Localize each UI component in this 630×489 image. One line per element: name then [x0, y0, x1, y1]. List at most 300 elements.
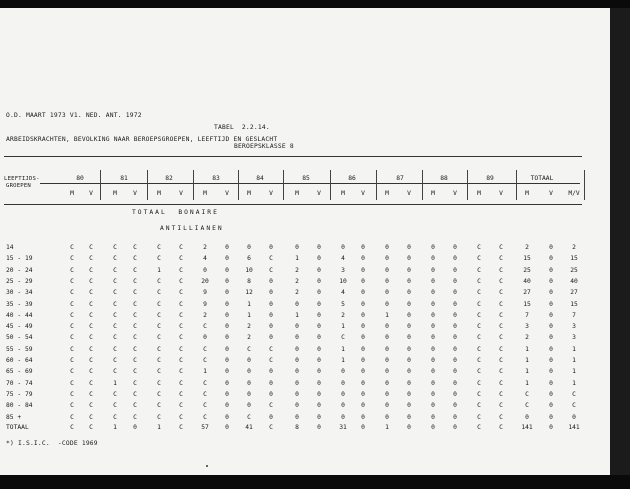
- table-cell: C: [70, 255, 74, 262]
- table-cell: 0: [385, 323, 389, 330]
- table-cell: 0: [407, 391, 411, 398]
- group-header-87: 87: [396, 175, 404, 182]
- sex-header: V: [89, 190, 93, 197]
- table-cell: 1: [247, 312, 251, 319]
- table-cell: C: [499, 334, 503, 341]
- table-cell: C: [157, 380, 161, 387]
- table-cell: 2: [525, 244, 529, 251]
- table-cell: 0: [269, 391, 273, 398]
- table-cell: 15: [523, 255, 531, 262]
- row-label: 20 - 24: [6, 267, 33, 274]
- table-cell: 1: [341, 323, 345, 330]
- table-cell: 1: [385, 312, 389, 319]
- table-cell: 12: [245, 289, 253, 296]
- sex-header: M/V: [568, 190, 580, 197]
- table-cell: 0: [407, 346, 411, 353]
- table-cell: 3: [572, 323, 576, 330]
- header-bottom-rule: [4, 204, 582, 205]
- table-cell: C: [113, 391, 117, 398]
- total-cell: 0: [407, 424, 411, 431]
- table-cell: 0: [385, 255, 389, 262]
- table-cell: 10: [245, 267, 253, 274]
- table-cell: 1: [203, 368, 207, 375]
- table-cell: C: [113, 244, 117, 251]
- table-cell: C: [133, 312, 137, 319]
- table-cell: C: [113, 414, 117, 421]
- table-cell: 0: [247, 402, 251, 409]
- table-cell: 0: [431, 414, 435, 421]
- table-cell: C: [89, 255, 93, 262]
- table-cell: C: [499, 357, 503, 364]
- table-cell: C: [341, 334, 345, 341]
- table-cell: 0: [247, 244, 251, 251]
- table-cell: 0: [385, 402, 389, 409]
- table-cell: 0: [295, 402, 299, 409]
- table-cell: 0: [317, 301, 321, 308]
- table-cell: C: [89, 346, 93, 353]
- table-cell: 0: [549, 346, 553, 353]
- column-separator: [147, 170, 148, 200]
- table-cell: 1: [572, 357, 576, 364]
- table-cell: 0: [341, 244, 345, 251]
- group-header-83: 83: [212, 175, 220, 182]
- table-cell: C: [157, 289, 161, 296]
- table-cell: C: [499, 255, 503, 262]
- table-cell: C: [113, 278, 117, 285]
- row-label: 30 - 34: [6, 289, 33, 296]
- sex-header: V: [317, 190, 321, 197]
- sex-header: V: [407, 190, 411, 197]
- table-cell: C: [157, 334, 161, 341]
- table-cell: 0: [317, 267, 321, 274]
- table-number: TABEL 2.2.14.: [214, 124, 270, 131]
- table-cell: C: [572, 391, 576, 398]
- table-subtitle: BEROEPSKLASSE 8: [234, 143, 294, 150]
- table-cell: C: [269, 402, 273, 409]
- table-cell: C: [477, 255, 481, 262]
- table-cell: 0: [361, 323, 365, 330]
- table-cell: 0: [407, 334, 411, 341]
- sex-header: V: [133, 190, 137, 197]
- table-cell: C: [477, 244, 481, 251]
- table-cell: 0: [317, 391, 321, 398]
- header-mid-rule: [40, 183, 580, 184]
- table-cell: 4: [341, 255, 345, 262]
- table-cell: 0: [453, 244, 457, 251]
- table-cell: C: [157, 255, 161, 262]
- table-cell: C: [133, 357, 137, 364]
- table-cell: 0: [385, 244, 389, 251]
- row-label: 75 - 79: [6, 391, 33, 398]
- table-cell: C: [113, 323, 117, 330]
- table-cell: 0: [247, 357, 251, 364]
- table-cell: 0: [549, 267, 553, 274]
- table-cell: C: [70, 267, 74, 274]
- table-cell: 0: [453, 391, 457, 398]
- table-cell: 0: [431, 380, 435, 387]
- table-cell: 0: [203, 334, 207, 341]
- total-cell: 1: [385, 424, 389, 431]
- table-title: ARBEIDSKRACHTEN, BEVOLKING NAAR BEROEPSGROEPEN, LEEFTIJD EN GESLACHT: [6, 136, 278, 143]
- column-separator: [516, 170, 517, 200]
- table-cell: 0: [453, 334, 457, 341]
- table-cell: 0: [269, 301, 273, 308]
- table-cell: 0: [225, 402, 229, 409]
- table-cell: C: [113, 334, 117, 341]
- total-cell: 8: [295, 424, 299, 431]
- table-cell: C: [179, 402, 183, 409]
- table-cell: C: [477, 368, 481, 375]
- table-cell: C: [133, 391, 137, 398]
- table-cell: 0: [549, 391, 553, 398]
- table-cell: C: [89, 391, 93, 398]
- total-cell: 41: [245, 424, 253, 431]
- table-cell: 0: [361, 312, 365, 319]
- table-cell: 0: [317, 244, 321, 251]
- table-cell: 0: [269, 368, 273, 375]
- total-cell: 1: [157, 424, 161, 431]
- table-cell: 0: [269, 334, 273, 341]
- table-cell: 0: [407, 402, 411, 409]
- table-cell: 1: [113, 380, 117, 387]
- table-cell: 0: [361, 368, 365, 375]
- table-cell: 0: [361, 357, 365, 364]
- table-cell: C: [113, 402, 117, 409]
- table-cell: 4: [341, 289, 345, 296]
- table-cell: 0: [453, 278, 457, 285]
- table-cell: 0: [453, 380, 457, 387]
- table-cell: 0: [453, 289, 457, 296]
- table-cell: 0: [385, 346, 389, 353]
- table-cell: 0: [549, 323, 553, 330]
- table-cell: 0: [341, 368, 345, 375]
- table-cell: 0: [341, 402, 345, 409]
- sex-header: V: [361, 190, 365, 197]
- table-cell: C: [477, 323, 481, 330]
- table-cell: 0: [225, 312, 229, 319]
- table-cell: C: [113, 289, 117, 296]
- table-cell: 0: [549, 312, 553, 319]
- table-cell: 0: [225, 368, 229, 375]
- table-cell: C: [499, 323, 503, 330]
- table-cell: C: [89, 278, 93, 285]
- table-cell: C: [179, 244, 183, 251]
- table-cell: C: [203, 391, 207, 398]
- table-cell: 1: [572, 346, 576, 353]
- table-cell: 0: [549, 414, 553, 421]
- table-cell: C: [179, 368, 183, 375]
- table-cell: 0: [317, 368, 321, 375]
- table-cell: 0: [431, 301, 435, 308]
- table-cell: 1: [247, 301, 251, 308]
- table-cell: C: [113, 255, 117, 262]
- table-cell: C: [179, 267, 183, 274]
- table-cell: C: [179, 414, 183, 421]
- table-cell: C: [89, 380, 93, 387]
- row-label: 85 +: [6, 414, 22, 421]
- table-cell: C: [525, 391, 529, 398]
- table-cell: C: [179, 357, 183, 364]
- table-cell: C: [70, 334, 74, 341]
- table-cell: C: [477, 278, 481, 285]
- table-cell: 0: [225, 334, 229, 341]
- sex-header: V: [549, 190, 553, 197]
- row-label: 55 - 59: [6, 346, 33, 353]
- total-cell: C: [477, 424, 481, 431]
- total-cell: 0: [317, 424, 321, 431]
- table-cell: 0: [225, 255, 229, 262]
- table-cell: 1: [525, 357, 529, 364]
- total-cell: 0: [133, 424, 137, 431]
- table-cell: 0: [225, 357, 229, 364]
- total-cell: 0: [361, 424, 365, 431]
- table-cell: C: [247, 414, 251, 421]
- table-cell: 0: [385, 267, 389, 274]
- table-cell: 0: [225, 323, 229, 330]
- table-cell: C: [133, 334, 137, 341]
- sex-header: M: [203, 190, 207, 197]
- table-cell: C: [157, 301, 161, 308]
- table-cell: C: [70, 278, 74, 285]
- table-cell: 0: [247, 368, 251, 375]
- table-cell: 27: [523, 289, 531, 296]
- table-cell: 0: [407, 357, 411, 364]
- total-cell: C: [179, 424, 183, 431]
- table-cell: 0: [317, 323, 321, 330]
- table-cell: 0: [407, 244, 411, 251]
- table-cell: 0: [269, 278, 273, 285]
- table-cell: C: [499, 368, 503, 375]
- table-cell: 25: [523, 267, 531, 274]
- table-cell: C: [203, 346, 207, 353]
- page-speck: [206, 465, 208, 467]
- table-cell: C: [70, 244, 74, 251]
- table-cell: 0: [361, 391, 365, 398]
- table-cell: 0: [407, 267, 411, 274]
- group-header-81: 81: [120, 175, 128, 182]
- table-cell: C: [499, 380, 503, 387]
- total-cell: C: [89, 424, 93, 431]
- table-cell: C: [499, 346, 503, 353]
- table-cell: C: [89, 301, 93, 308]
- table-cell: 0: [572, 414, 576, 421]
- table-cell: C: [269, 267, 273, 274]
- table-cell: 0: [431, 255, 435, 262]
- table-cell: C: [133, 289, 137, 296]
- row-label: 45 - 49: [6, 323, 33, 330]
- table-cell: 2: [525, 334, 529, 341]
- sex-header: M: [70, 190, 74, 197]
- table-cell: 0: [549, 301, 553, 308]
- table-cell: 0: [385, 289, 389, 296]
- table-cell: 0: [431, 323, 435, 330]
- total-cell: 0: [453, 424, 457, 431]
- row-label: 80 - 84: [6, 402, 33, 409]
- table-cell: C: [133, 414, 137, 421]
- table-cell: C: [247, 346, 251, 353]
- row-label: 70 - 74: [6, 380, 33, 387]
- row-label: 65 - 69: [6, 368, 33, 375]
- table-cell: 0: [431, 391, 435, 398]
- table-cell: C: [70, 402, 74, 409]
- table-cell: 0: [295, 368, 299, 375]
- table-cell: 1: [525, 380, 529, 387]
- table-cell: 4: [203, 255, 207, 262]
- table-cell: 15: [570, 255, 578, 262]
- group-header-85: 85: [302, 175, 310, 182]
- table-cell: C: [133, 267, 137, 274]
- table-cell: 2: [203, 312, 207, 319]
- table-cell: 20: [201, 278, 209, 285]
- table-cell: C: [179, 346, 183, 353]
- table-cell: 0: [361, 289, 365, 296]
- table-cell: C: [203, 323, 207, 330]
- row-label: 35 - 39: [6, 301, 33, 308]
- table-cell: 0: [247, 380, 251, 387]
- table-cell: C: [477, 414, 481, 421]
- table-cell: 0: [225, 346, 229, 353]
- table-cell: 1: [572, 368, 576, 375]
- table-cell: 0: [295, 334, 299, 341]
- table-cell: 8: [247, 278, 251, 285]
- table-cell: 0: [385, 414, 389, 421]
- table-cell: 0: [317, 289, 321, 296]
- table-cell: 0: [295, 346, 299, 353]
- table-cell: C: [133, 346, 137, 353]
- table-cell: C: [477, 346, 481, 353]
- table-cell: 0: [385, 368, 389, 375]
- sex-header: V: [225, 190, 229, 197]
- table-cell: C: [133, 380, 137, 387]
- table-cell: 0: [549, 402, 553, 409]
- table-cell: 0: [453, 414, 457, 421]
- table-cell: C: [157, 278, 161, 285]
- table-cell: 0: [317, 380, 321, 387]
- table-cell: C: [157, 346, 161, 353]
- table-cell: 0: [225, 414, 229, 421]
- row-label: 25 - 29: [6, 278, 33, 285]
- sex-header: M: [385, 190, 389, 197]
- table-cell: 0: [225, 380, 229, 387]
- table-cell: 0: [385, 357, 389, 364]
- table-cell: 27: [570, 289, 578, 296]
- sex-header: V: [269, 190, 273, 197]
- table-cell: C: [477, 357, 481, 364]
- age-group-label-2: GROEPEN: [6, 183, 31, 189]
- table-cell: C: [70, 357, 74, 364]
- table-cell: C: [203, 357, 207, 364]
- table-cell: C: [157, 312, 161, 319]
- table-cell: 0: [295, 323, 299, 330]
- table-cell: 0: [361, 301, 365, 308]
- sex-header: V: [499, 190, 503, 197]
- total-cell: C: [269, 424, 273, 431]
- table-cell: 0: [361, 402, 365, 409]
- table-cell: 0: [361, 267, 365, 274]
- table-cell: C: [477, 391, 481, 398]
- table-cell: 0: [549, 334, 553, 341]
- table-cell: C: [89, 312, 93, 319]
- group-header-86: 86: [348, 175, 356, 182]
- table-cell: 0: [453, 267, 457, 274]
- table-cell: 0: [385, 380, 389, 387]
- table-cell: C: [179, 289, 183, 296]
- age-group-label-1: LEEFTIJDS-: [4, 176, 40, 182]
- table-cell: 2: [295, 289, 299, 296]
- table-cell: 0: [361, 255, 365, 262]
- table-cell: 2: [247, 323, 251, 330]
- table-cell: 15: [523, 301, 531, 308]
- table-cell: 0: [203, 267, 207, 274]
- table-cell: 0: [407, 312, 411, 319]
- table-cell: 0: [407, 255, 411, 262]
- sex-header: M: [525, 190, 529, 197]
- table-cell: C: [113, 312, 117, 319]
- table-cell: 0: [361, 346, 365, 353]
- table-cell: 0: [453, 346, 457, 353]
- table-cell: C: [477, 312, 481, 319]
- table-cell: 1: [572, 380, 576, 387]
- column-separator: [330, 170, 331, 200]
- column-separator: [238, 170, 239, 200]
- table-cell: C: [89, 289, 93, 296]
- sex-header: M: [295, 190, 299, 197]
- group-header-84: 84: [256, 175, 264, 182]
- total-cell: C: [70, 424, 74, 431]
- total-cell: 0: [549, 424, 553, 431]
- table-cell: C: [477, 289, 481, 296]
- table-cell: 5: [341, 301, 345, 308]
- table-cell: 0: [317, 346, 321, 353]
- table-cell: C: [157, 402, 161, 409]
- table-cell: 0: [385, 391, 389, 398]
- table-cell: C: [179, 334, 183, 341]
- table-cell: C: [499, 391, 503, 398]
- table-cell: 0: [453, 255, 457, 262]
- table-cell: 0: [225, 244, 229, 251]
- table-cell: 0: [549, 357, 553, 364]
- table-cell: 0: [431, 289, 435, 296]
- table-cell: 0: [549, 278, 553, 285]
- table-cell: 0: [295, 357, 299, 364]
- table-cell: 0: [453, 323, 457, 330]
- table-cell: 0: [525, 414, 529, 421]
- table-cell: 0: [453, 312, 457, 319]
- header-top-rule: [4, 156, 582, 157]
- table-cell: 0: [341, 391, 345, 398]
- table-cell: C: [157, 414, 161, 421]
- table-cell: C: [89, 357, 93, 364]
- group-header-89: 89: [486, 175, 494, 182]
- table-cell: C: [499, 289, 503, 296]
- total-cell: 141: [568, 424, 580, 431]
- table-cell: 0: [269, 312, 273, 319]
- table-cell: 0: [341, 380, 345, 387]
- table-cell: C: [477, 402, 481, 409]
- table-cell: 15: [570, 301, 578, 308]
- source-line: O.D. MAART 1973 V1. NED. ANT. 1972: [6, 112, 142, 119]
- table-cell: 25: [570, 267, 578, 274]
- table-cell: 0: [431, 357, 435, 364]
- table-cell: 2: [203, 244, 207, 251]
- table-cell: C: [499, 402, 503, 409]
- total-cell: 0: [225, 424, 229, 431]
- sex-header: V: [453, 190, 457, 197]
- table-cell: 0: [407, 414, 411, 421]
- table-cell: 1: [157, 267, 161, 274]
- table-cell: C: [70, 368, 74, 375]
- table-cell: 0: [385, 278, 389, 285]
